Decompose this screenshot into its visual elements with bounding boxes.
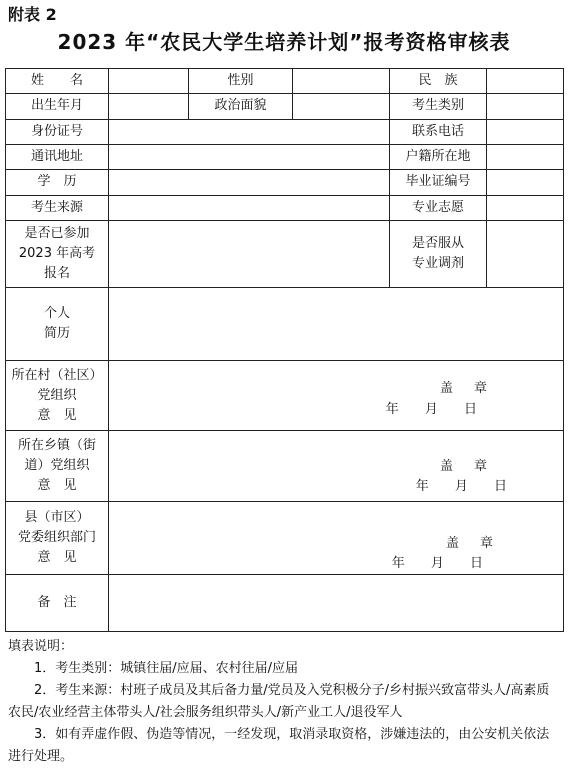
instruction-item: 2．考生来源：村班子成员及其后备力量/党员及入党积极分子/乡村振兴致富带头人/高素质农民/农业经营主体带头人/社会服务组织带头人/新产业工人/退役军人 bbox=[8, 683, 550, 720]
attachment-label: 附表 2 bbox=[8, 5, 57, 24]
gaokao-label bbox=[6, 220, 109, 287]
village-label-line: 所在村（社区） bbox=[11, 367, 103, 383]
gender-value[interactable] bbox=[293, 69, 390, 94]
gaokao-label-line: 是否已参加 bbox=[24, 225, 90, 241]
name-value[interactable] bbox=[109, 69, 189, 94]
village-label-line: 意 见 bbox=[37, 407, 77, 423]
address-label: 通讯地址 bbox=[6, 144, 109, 169]
adjust-label-line: 是否服从 bbox=[411, 235, 464, 251]
date-label: 年 月 日 bbox=[385, 401, 477, 417]
table-row bbox=[6, 195, 564, 220]
major-pref-value[interactable] bbox=[487, 195, 564, 220]
address-value[interactable] bbox=[109, 144, 390, 169]
qualification-review-table bbox=[5, 68, 564, 632]
gaokao-label-line: 2023 年高考 bbox=[18, 245, 96, 261]
name-label: 姓 名 bbox=[6, 69, 109, 94]
county-label-line: 县（市区） bbox=[24, 510, 90, 526]
gender-label: 性别 bbox=[189, 69, 293, 94]
form-title: 2023 年“农民大学生培养计划”报考资格审核表 bbox=[57, 30, 511, 54]
filling-instructions bbox=[8, 636, 560, 768]
stamp-label: 盖 章 bbox=[445, 536, 497, 552]
gaokao-label-line: 报名 bbox=[43, 265, 70, 281]
table-row bbox=[6, 502, 564, 575]
county-label-line: 党委组织部门 bbox=[17, 530, 96, 546]
table-row bbox=[6, 575, 564, 632]
table-row bbox=[6, 69, 564, 94]
gaokao-value[interactable] bbox=[109, 220, 390, 287]
remarks-label: 备 注 bbox=[6, 575, 109, 632]
resume-value[interactable] bbox=[109, 287, 564, 360]
date-label: 年 月 日 bbox=[415, 479, 507, 495]
phone-label: 联系电话 bbox=[390, 119, 487, 144]
diploma-value[interactable] bbox=[487, 170, 564, 195]
hukou-value[interactable] bbox=[487, 144, 564, 169]
major-pref-label: 专业志愿 bbox=[390, 195, 487, 220]
hukou-label: 户籍所在地 bbox=[390, 144, 487, 169]
education-value[interactable] bbox=[109, 170, 390, 195]
town-label-line: 所在乡镇（街 bbox=[17, 438, 96, 454]
resume-label-line: 简历 bbox=[43, 325, 70, 341]
id-number-value[interactable] bbox=[109, 119, 390, 144]
category-value[interactable] bbox=[487, 94, 564, 119]
town-label-line: 意 见 bbox=[37, 478, 77, 494]
county-opinion-value[interactable] bbox=[109, 502, 564, 575]
category-label: 考生类别 bbox=[390, 94, 487, 119]
stamp-label: 盖 章 bbox=[439, 380, 491, 396]
instruction-item: 3．如有弄虚作假、伪造等情况，一经发现，取消录取资格，涉嫌违法的，由公安机关依法进行处理。 bbox=[8, 727, 550, 764]
date-label: 年 月 日 bbox=[391, 556, 483, 572]
birth-label: 出生年月 bbox=[6, 94, 109, 119]
table-row bbox=[6, 360, 564, 431]
table-row bbox=[6, 119, 564, 144]
village-opinion-value[interactable] bbox=[109, 360, 564, 431]
political-value[interactable] bbox=[293, 94, 390, 119]
phone-value[interactable] bbox=[487, 119, 564, 144]
town-opinion-value[interactable] bbox=[109, 431, 564, 502]
county-opinion-label bbox=[6, 502, 109, 575]
adjust-label bbox=[390, 220, 487, 287]
source-label: 考生来源 bbox=[6, 195, 109, 220]
adjust-value[interactable] bbox=[487, 220, 564, 287]
table-row bbox=[6, 287, 564, 360]
ethnicity-label: 民 族 bbox=[390, 69, 487, 94]
diploma-label: 毕业证编号 bbox=[390, 170, 487, 195]
town-label-line: 道）党组织 bbox=[24, 458, 90, 474]
instruction-item: 1．考生类别：城镇往届/应届、农村往届/应届 bbox=[34, 661, 299, 676]
table-row bbox=[6, 94, 564, 119]
education-label: 学 历 bbox=[6, 170, 109, 195]
adjust-label-line: 专业调剂 bbox=[411, 255, 464, 271]
village-opinion-label bbox=[6, 360, 109, 431]
remarks-value[interactable] bbox=[109, 575, 564, 632]
id-number-label: 身份证号 bbox=[6, 119, 109, 144]
instructions-heading: 填表说明： bbox=[8, 639, 74, 654]
village-label-line: 党组织 bbox=[37, 387, 77, 403]
table-row bbox=[6, 170, 564, 195]
town-opinion-label bbox=[6, 431, 109, 502]
table-row bbox=[6, 144, 564, 169]
source-value[interactable] bbox=[109, 195, 390, 220]
ethnicity-value[interactable] bbox=[487, 69, 564, 94]
table-row bbox=[6, 220, 564, 287]
resume-label bbox=[6, 287, 109, 360]
county-label-line: 意 见 bbox=[37, 550, 77, 566]
resume-label-line: 个人 bbox=[43, 305, 70, 321]
table-row bbox=[6, 431, 564, 502]
stamp-label: 盖 章 bbox=[439, 459, 491, 475]
political-label: 政治面貌 bbox=[189, 94, 293, 119]
birth-value[interactable] bbox=[109, 94, 189, 119]
